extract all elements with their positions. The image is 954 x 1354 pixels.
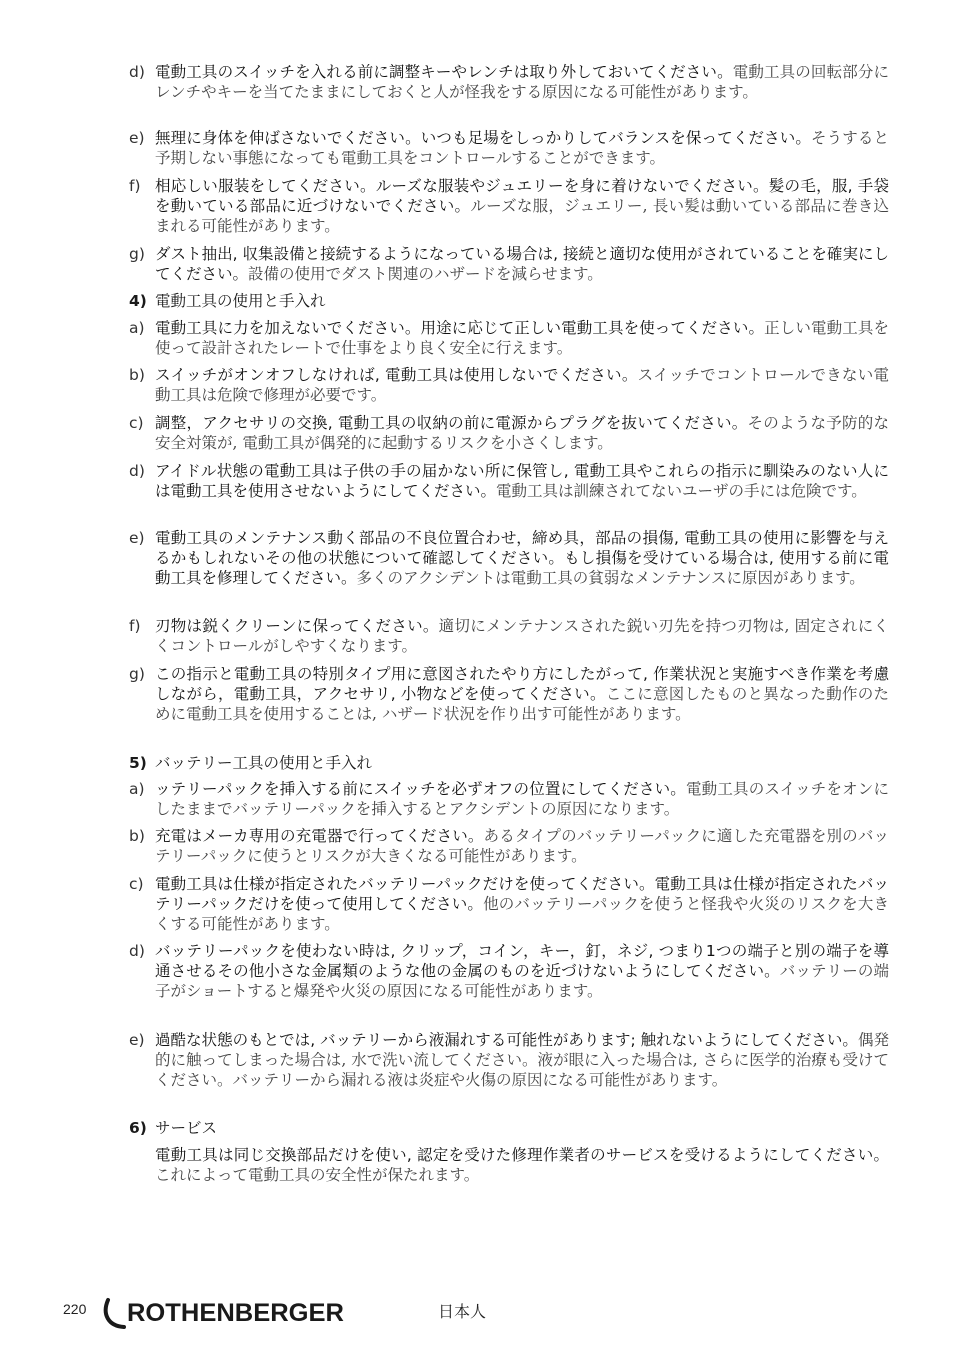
service-explanation: これによって電動工具の安全性が保たれます。 (155, 1166, 480, 1184)
item-label: a) (129, 319, 145, 337)
item-explanation: 設備の使用でダスト関連のハザードを減らせます。 (248, 265, 603, 283)
item-label: e) (129, 129, 145, 147)
item-label: d) (129, 63, 145, 81)
item-label: g) (129, 665, 145, 683)
list-item (129, 664, 889, 724)
list-item (129, 413, 889, 453)
item-instruction: ッテリーパックを挿入する前にスイッチを必ずオフの位置にしてください。 (155, 780, 686, 798)
logo-swoosh-icon (106, 1300, 124, 1327)
section-number: 6) (129, 1119, 147, 1137)
item-label: d) (129, 462, 145, 480)
section-heading-5 (129, 753, 889, 773)
item-label: e) (129, 1031, 145, 1049)
item-label: b) (129, 827, 145, 845)
section-title: バッテリー工具の使用と手入れ (155, 754, 373, 772)
service-paragraph (155, 1145, 889, 1185)
logo-wordmark: ROTHENBERGER (127, 1299, 344, 1327)
item-instruction: 無理に身体を伸ばさないでください。いつも足場をしっかりしてバランスを保ってください。 (155, 129, 811, 147)
item-instruction: ダスト抽出, 収集設備と接続するようになっている場合は, 接続と適切な使用がされていることを確実にしてください。 (155, 245, 889, 283)
item-label: f) (129, 177, 141, 195)
item-label: e) (129, 529, 145, 547)
list-item (129, 1030, 889, 1090)
list-item (129, 62, 889, 102)
item-instruction: 充電はメーカ専用の充電器で行ってください。 (155, 827, 484, 845)
list-item (129, 176, 889, 236)
section-heading-4 (129, 291, 889, 311)
list-item (129, 244, 889, 284)
item-explanation: 電動工具のスイッチをオンにしたままでバッテリーパックを挿入するとアクシデントの原因になります。 (155, 780, 889, 818)
rothenberger-logo (98, 1292, 358, 1332)
item-instruction: スイッチがオンオフしなければ, 電動工具は使用しないでください。 (155, 366, 638, 384)
item-label: a) (129, 780, 145, 798)
item-instruction: 相応しい服装をしてください。ルーズな服装やジュエリーを身に着けないでください。髪の毛，服, 手袋を動いている部品に近づけないでください。 (155, 177, 889, 215)
item-label: d) (129, 942, 145, 960)
item-instruction: 電動工具は仕様が指定されたバッテリーパックだけを使ってください。電動工具は仕様が指定されたバッテリーパックだけを使って使用してください。 (155, 875, 889, 913)
section-number: 5) (129, 754, 147, 772)
page-number: 220 (63, 1301, 87, 1317)
item-instruction: この指示と電動工具の特別タイプ用に意図されたやり方にしたがって, 作業状況と実施すべき作業を考慮しながら，電動工具，アクセサリ, 小物などを使ってください。 (155, 665, 889, 703)
section-title: サービス (155, 1119, 218, 1137)
item-label: g) (129, 245, 145, 263)
list-item (129, 528, 889, 588)
item-explanation: スイッチでコントロールできない電動工具は危険で修理が必要です。 (155, 366, 889, 404)
item-explanation: 正しい電動工具を使って設計されたレートで仕事をより良く安全に行えます。 (155, 319, 889, 357)
item-explanation: ルーズな服，ジュエリー, 長い髪は動いている部品に巻き込まれる可能性があります。 (155, 197, 889, 235)
item-instruction: 刃物は鋭くクリーンに保ってください。 (155, 617, 439, 635)
item-instruction: 過酷な状態のもとでは, バッテリーから液漏れする可能性があります; 触れないようにしてください。 (155, 1031, 858, 1049)
section-number: 4) (129, 292, 147, 310)
item-explanation: 他のバッテリーパックを使うと怪我や火災のリスクを大きくする可能性があります。 (155, 895, 890, 933)
section-title: 電動工具の使用と手入れ (155, 292, 326, 310)
item-explanation: ここに意図したものと異なった動作のために電動工具を使用することは, ハザード状況を作り出す可能性があります。 (155, 685, 889, 723)
service-instruction: 電動工具は同じ交換部品だけを使い, 認定を受けた修理作業者のサービスを受けるようにしてください。 (155, 1146, 889, 1164)
item-label: b) (129, 366, 145, 384)
item-explanation: 適切にメンテナンスされた鋭い刃先を持つ刃物は, 固定されにくくコントロールがしやすくなります。 (155, 617, 889, 655)
item-label: c) (129, 414, 144, 432)
item-instruction: 電動工具のスイッチを入れる前に調整キーやレンチは取り外しておいてください。 (155, 63, 733, 81)
list-item (129, 128, 889, 168)
item-label: c) (129, 875, 144, 893)
list-item (129, 461, 889, 501)
list-item (129, 779, 889, 819)
item-instruction: 電動工具のメンテナンス動く部品の不良位置合わせ，締め具，部品の損傷, 電動工具の使用に影響を与えるかもしれないその他の状態について確認してください。もし損傷を受けている場合は, 使用する前に電動工具を修理してください。 (155, 529, 889, 587)
item-explanation: 多くのアクシデントは電動工具の貧弱なメンテナンスに原因があります。 (356, 569, 865, 587)
list-item (129, 318, 889, 358)
item-explanation: 電動工具の回転部分にレンチやキーを当てたままにしておくと人が怪我をする原因になる可能性があります。 (155, 63, 889, 101)
item-explanation: 電動工具は訓練されてないユーザの手には危険です。 (496, 482, 867, 500)
item-explanation: 偶発的に触ってしまった場合は, 水で洗い流してください。液が眼に入った場合は, さらに医学的治療も受けてください。バッテリーから漏れる液は炎症や火傷の原因になる可能性があります。 (155, 1031, 889, 1089)
list-item (129, 826, 889, 866)
item-label: f) (129, 617, 141, 635)
item-explanation: そのような予防的な安全対策が, 電動工具が偶発的に起動するリスクを小さくします。 (155, 414, 889, 452)
item-explanation: バッテリーの端子がショートすると爆発や火災の原因になる可能性があります。 (155, 962, 889, 1000)
item-explanation: そうすると予期しない事態になっても電動工具をコントロールすることができます。 (155, 129, 889, 167)
list-item (129, 365, 889, 405)
section-heading-6 (129, 1118, 889, 1138)
list-item (129, 874, 889, 934)
item-instruction: 調整，アクセサリの交換, 電動工具の収納の前に電源からプラグを抜いてください。 (155, 414, 748, 432)
item-instruction: アイドル状態の電動工具は子供の手の届かない所に保管し, 電動工具やこれらの指示に馴染みのない人には電動工具を使用させないようにしてください。 (155, 462, 889, 500)
list-item (129, 941, 889, 1001)
item-instruction: 電動工具に力を加えないでください。用途に応じて正しい電動工具を使ってください。 (155, 319, 765, 337)
page-footer (0, 1290, 954, 1340)
list-item (129, 616, 889, 656)
language-label: 日本人 (438, 1302, 487, 1321)
item-explanation: あるタイプのバッテリーパックに適した充電器を別のバッテリーパックに使うとリスクが大きくなる可能性があります。 (155, 827, 889, 865)
item-instruction: バッテリーパックを使わない時は, クリップ，コイン，キー，釘，ネジ, つまり1つの端子と別の端子を導通させるその他小さな金属類のような他の金属のものを近づけないようにしてください。 (155, 942, 889, 980)
